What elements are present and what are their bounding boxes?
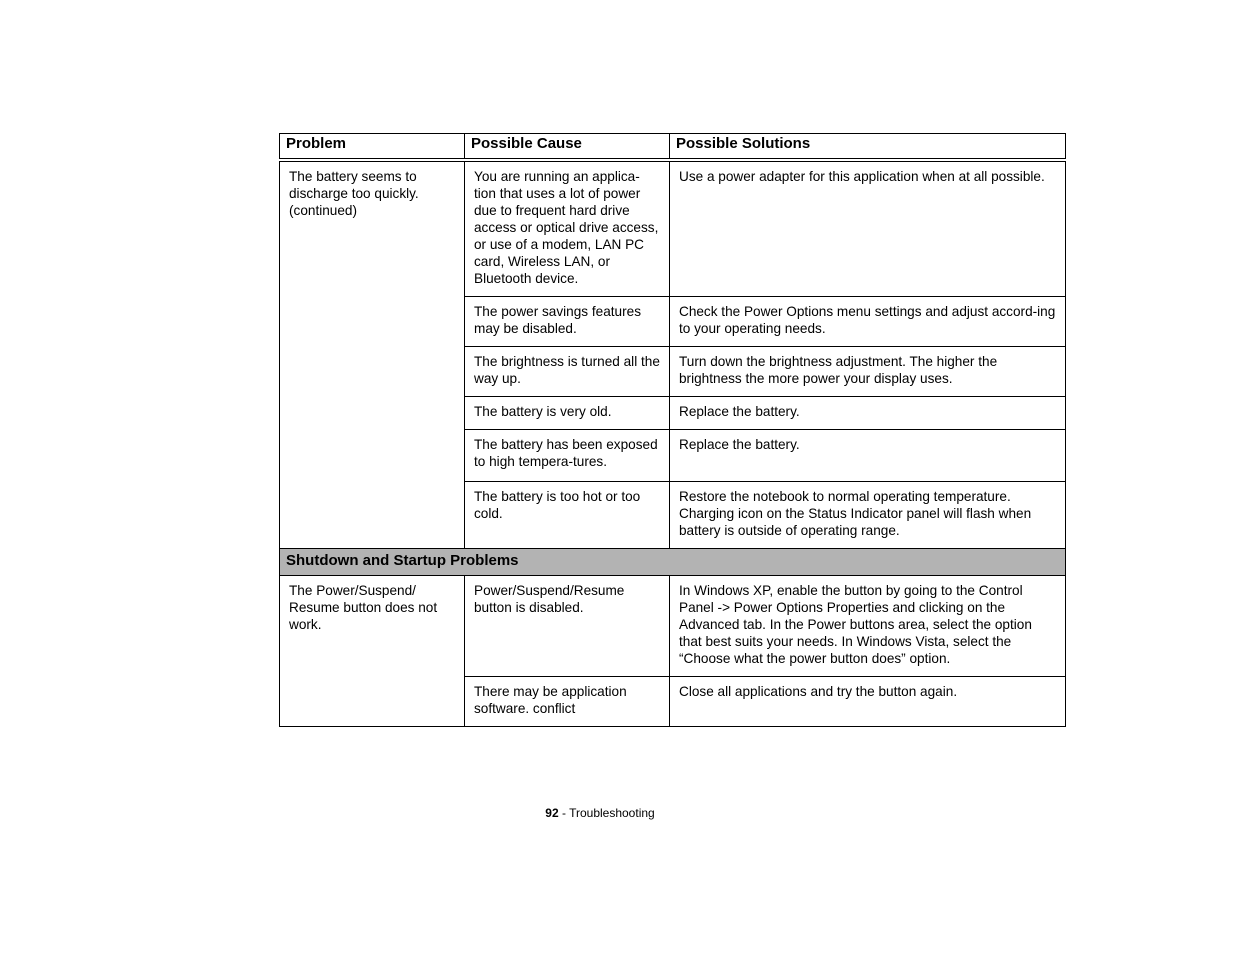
cause-cell: The power savings features may be disabled. <box>465 297 670 347</box>
footer-separator: - <box>558 806 570 820</box>
cause-cell: Power/Suspend/Resume button is disabled. <box>465 576 670 677</box>
troubleshooting-table <box>279 133 1066 727</box>
page-number: 92 <box>545 806 559 820</box>
cause-cell: You are running an applica-tion that uses a lot of power due to frequent hard drive access or optical drive access, or use of a modem, LAN PC card, Wireless LAN, or Bluetooth device. <box>465 160 670 297</box>
table-header-row <box>280 134 1066 161</box>
cause-cell: The battery has been exposed to high tempera-tures. <box>465 430 670 482</box>
cause-cell: The battery is very old. <box>465 397 670 430</box>
cause-cell: The battery is too hot or too cold. <box>465 482 670 549</box>
solution-cell: In Windows XP, enable the button by going to the Control Panel -> Power Options Properties and clicking on the Advanced tab. In the Power buttons area, select the option that best suits your needs. In Windows Vista, select the “Choose what the power button does” option. <box>670 576 1066 677</box>
table-row <box>280 576 1066 677</box>
solution-cell: Replace the battery. <box>670 430 1066 482</box>
header-possible-cause: Possible Cause <box>465 134 670 161</box>
cause-cell: The brightness is turned all the way up. <box>465 347 670 397</box>
section-header-row <box>280 549 1066 576</box>
solution-cell: Replace the battery. <box>670 397 1066 430</box>
solution-cell: Check the Power Options menu settings and adjust accord-ing to your operating needs. <box>670 297 1066 347</box>
solution-cell: Turn down the brightness adjustment. The higher the brightness the more power your display uses. <box>670 347 1066 397</box>
cause-cell: There may be application software. conflict <box>465 677 670 727</box>
solution-cell: Use a power adapter for this application when at all possible. <box>670 160 1066 297</box>
table-row <box>280 160 1066 297</box>
page-footer <box>0 806 1200 820</box>
solution-cell: Restore the notebook to normal operating temperature. Charging icon on the Status Indicator panel will flash when battery is outside of operating range. <box>670 482 1066 549</box>
header-possible-solutions: Possible Solutions <box>670 134 1066 161</box>
problem-cell: The Power/Suspend/ Resume button does not work. <box>280 576 465 727</box>
problem-cell: The battery seems to discharge too quickly. (continued) <box>280 160 465 549</box>
section-title: Shutdown and Startup Problems <box>280 549 1066 576</box>
solution-cell: Close all applications and try the button again. <box>670 677 1066 727</box>
header-problem: Problem <box>280 134 465 161</box>
footer-section: Troubleshooting <box>569 806 655 820</box>
